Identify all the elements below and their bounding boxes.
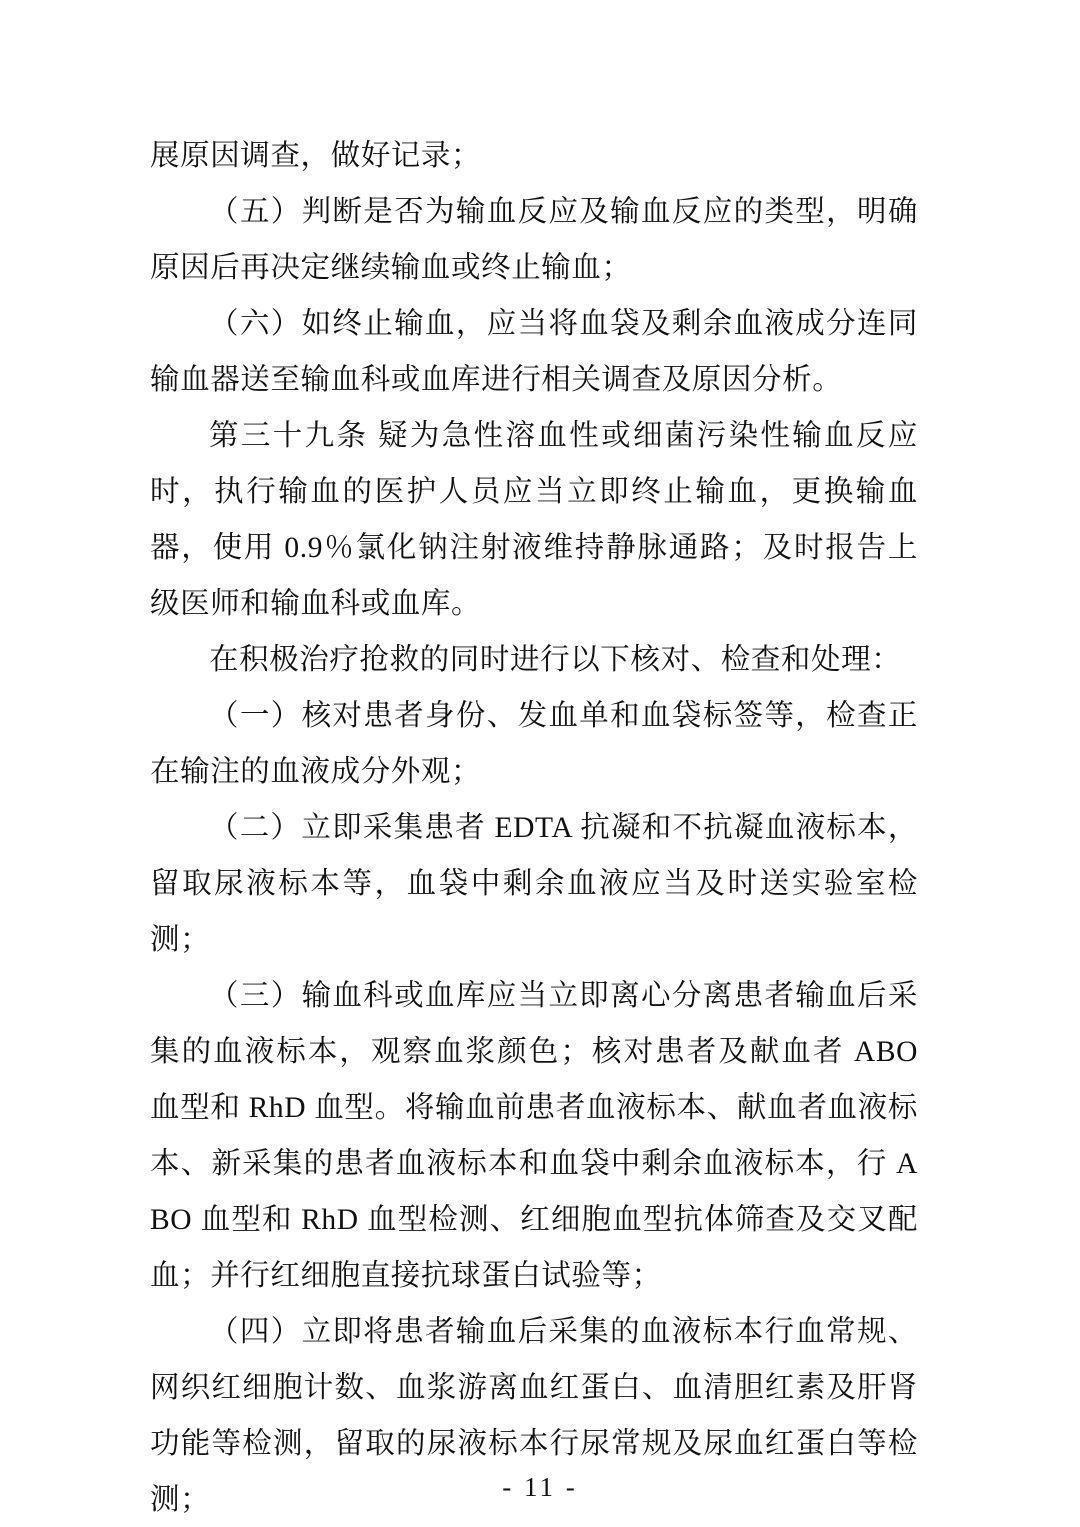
paragraph-item-6: （六）如终止输血，应当将血袋及剩余血液成分连同输血器送至输血科或血库进行相关调查及原因分析。	[150, 308, 918, 396]
paragraph-article-39: 第三十九条 疑为急性溶血性或细菌污染性输血反应时，执行输血的医护人员应当立即终止输血，更换输血器，使用 0.9％氯化钠注射液维持静脉通路；及时报告上级医师和输血科或血库。	[150, 420, 918, 620]
document-body	[150, 128, 918, 1527]
paragraph-item-1: （一）核对患者身份、发血单和血袋标签等，检查正在输注的血液成分外观；	[150, 700, 918, 788]
paragraph-item-2: （二）立即采集患者 EDTA 抗凝和不抗凝血液标本，留取尿液标本等，血袋中剩余血液应当及时送实验室检测；	[150, 812, 918, 956]
paragraph-continuation: 展原因调查，做好记录；	[150, 140, 482, 172]
paragraph-item-5: （五）判断是否为输血反应及输血反应的类型，明确原因后再决定继续输血或终止输血；	[150, 196, 918, 284]
paragraph-lead-in: 在积极治疗抢救的同时进行以下核对、检查和处理：	[209, 644, 902, 676]
page-number: - 11 -	[502, 1472, 578, 1502]
paragraph-item-3: （三）输血科或血库应当立即离心分离患者输血后采集的血液标本，观察血浆颜色；核对患者及献血者 ABO 血型和 RhD 血型。将输血前患者血液标本、献血者血液标本、新采集的患者血液标本和血袋中剩余血液标本，行 ABO 血型和 RhD 血型检测、红细胞血型抗体筛查及交叉配血；并行红细胞直接抗球蛋白试验等；	[150, 980, 918, 1292]
paragraph-item-4: （四）立即将患者输血后采集的血液标本行血常规、网织红细胞计数、血浆游离血红蛋白、血清胆红素及肝肾功能等检测，留取的尿液标本行尿常规及尿血红蛋白等检测；	[150, 1316, 918, 1516]
